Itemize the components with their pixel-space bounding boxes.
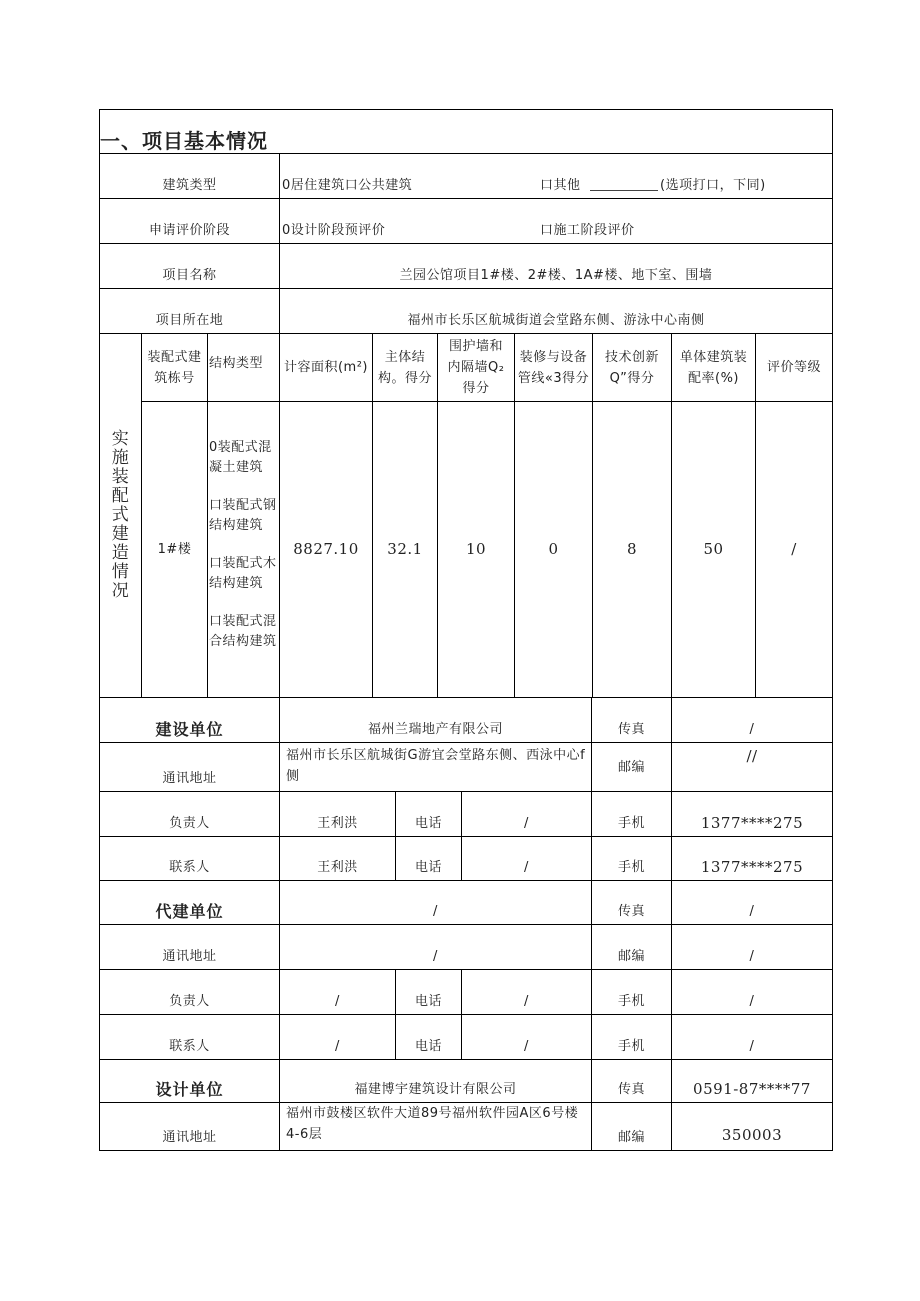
- structure-option-steel[interactable]: 口装配式钢结构建筑: [209, 498, 277, 533]
- construction-manager-phone: /: [462, 792, 592, 837]
- project-location-value: 福州市长乐区航城街道会堂路东侧、游泳中心南侧: [280, 289, 832, 334]
- construction-contact-name: 王利洪: [280, 837, 396, 881]
- agent-fax-value: /: [672, 881, 832, 925]
- construction-address-label: 通讯地址: [100, 743, 280, 792]
- design-fax-label: 传真: [592, 1060, 672, 1103]
- header-wall-score: 围护墙和内隔墙Q₂得分: [438, 334, 515, 402]
- option-construction-stage[interactable]: 口施工阶段评价: [540, 223, 635, 238]
- design-fax-value: 0591-87****77: [672, 1060, 832, 1103]
- construction-postcode-label: 邮编: [592, 743, 672, 792]
- other-blank-line: [590, 190, 658, 191]
- agent-address-value: /: [280, 925, 592, 970]
- agent-postcode-value: /: [672, 925, 832, 970]
- area-value: 8827.10: [280, 402, 373, 698]
- construction-address-value: 福州市长乐区航城街G游宜会堂路东侧、西泳中心f侧: [280, 743, 592, 792]
- structure-option-wood[interactable]: 口装配式木结构建筑: [209, 556, 277, 591]
- structure-options: [208, 402, 280, 698]
- construction-unit-label: 建设单位: [100, 698, 280, 743]
- project-name-value: 兰园公馆项目1#楼、2#楼、1A#楼、地下室、围墙: [280, 244, 832, 289]
- agent-unit-name: /: [280, 881, 592, 925]
- main-score-value: 32.1: [373, 402, 438, 698]
- header-innovation-score: 技术创新Q”得分: [593, 334, 672, 402]
- agent-contact-phone: /: [462, 1015, 592, 1060]
- agent-contact-phone-label: 电话: [396, 1015, 462, 1060]
- design-postcode-label: 邮编: [592, 1103, 672, 1150]
- header-area: 计容面积(m²): [280, 334, 373, 402]
- agent-postcode-label: 邮编: [592, 925, 672, 970]
- construction-manager-label: 负责人: [100, 792, 280, 837]
- agent-unit-label: 代建单位: [100, 881, 280, 925]
- stage-label: 申请评价阶段: [100, 199, 280, 244]
- construction-contact-mobile: 1377****275: [672, 837, 832, 881]
- construction-contact-label: 联系人: [100, 837, 280, 881]
- prefab-section-label: 实施装配式建造情况: [100, 334, 142, 698]
- building-type-label: 建筑类型: [100, 154, 280, 199]
- header-structure-type: 结构类型: [208, 334, 280, 402]
- design-postcode-value: 350003: [721, 1126, 783, 1144]
- agent-contact-name: /: [280, 1015, 396, 1060]
- construction-contact-phone-label: 电话: [396, 837, 462, 881]
- decoration-score-value: 0: [515, 402, 593, 698]
- stage-options: [280, 199, 832, 244]
- construction-fax-label: 传真: [592, 698, 672, 743]
- building-no-value: 1#楼: [142, 402, 208, 698]
- header-main-score: 主体结构。得分: [373, 334, 438, 402]
- design-unit-label: 设计单位: [100, 1060, 280, 1103]
- agent-manager-phone-label: 电话: [396, 970, 462, 1015]
- assembly-rate-value: 50: [672, 402, 756, 698]
- agent-manager-name: /: [280, 970, 396, 1015]
- agent-contact-label: 联系人: [100, 1015, 280, 1060]
- option-design-stage[interactable]: 0设计阶段预评价: [282, 223, 386, 238]
- option-other[interactable]: 口其他: [540, 178, 581, 193]
- agent-manager-mobile: /: [672, 970, 832, 1015]
- construction-manager-mobile: 1377****275: [672, 792, 832, 837]
- section-title: 一、项目基本情况: [100, 110, 832, 154]
- agent-manager-phone: /: [462, 970, 592, 1015]
- design-address-value: 福州市鼓楼区软件大道89号福州软件园A区6号楼4-6层: [280, 1103, 592, 1150]
- option-note: (选项打口，下同): [660, 178, 766, 193]
- construction-contact-mobile-label: 手机: [592, 837, 672, 881]
- agent-contact-mobile-label: 手机: [592, 1015, 672, 1060]
- design-unit-name: 福建博宇建筑设计有限公司: [280, 1060, 592, 1103]
- construction-manager-mobile-label: 手机: [592, 792, 672, 837]
- construction-contact-phone: /: [462, 837, 592, 881]
- grade-value: /: [756, 402, 832, 698]
- construction-manager-phone-label: 电话: [396, 792, 462, 837]
- header-assembly-rate: 单体建筑装配率(%): [672, 334, 756, 402]
- agent-address-label: 通讯地址: [100, 925, 280, 970]
- agent-manager-mobile-label: 手机: [592, 970, 672, 1015]
- construction-unit-name: 福州兰瑞地产有限公司: [280, 698, 592, 743]
- project-location-label: 项目所在地: [100, 289, 280, 334]
- project-info-table: [99, 109, 833, 1151]
- construction-postcode-value: //: [672, 743, 832, 792]
- option-residential-public[interactable]: 0居住建筑口公共建筑: [282, 178, 413, 193]
- innovation-score-value: 8: [593, 402, 672, 698]
- header-grade: 评价等级: [756, 334, 832, 402]
- header-building-no: 装配式建筑栋号: [142, 334, 208, 402]
- structure-option-concrete[interactable]: 0装配式混凝土建筑: [209, 440, 272, 475]
- wall-score-value: 10: [438, 402, 515, 698]
- construction-fax-value: /: [672, 698, 832, 743]
- agent-contact-mobile: /: [672, 1015, 832, 1060]
- structure-option-mixed[interactable]: 口装配式混合结构建筑: [209, 614, 277, 649]
- agent-manager-label: 负责人: [100, 970, 280, 1015]
- design-address-label: 通讯地址: [100, 1103, 280, 1150]
- construction-manager-name: 王利洪: [280, 792, 396, 837]
- agent-fax-label: 传真: [592, 881, 672, 925]
- project-name-label: 项目名称: [100, 244, 280, 289]
- building-type-options: [280, 154, 832, 199]
- header-decoration-score: 装修与设备管线«3得分: [515, 334, 593, 402]
